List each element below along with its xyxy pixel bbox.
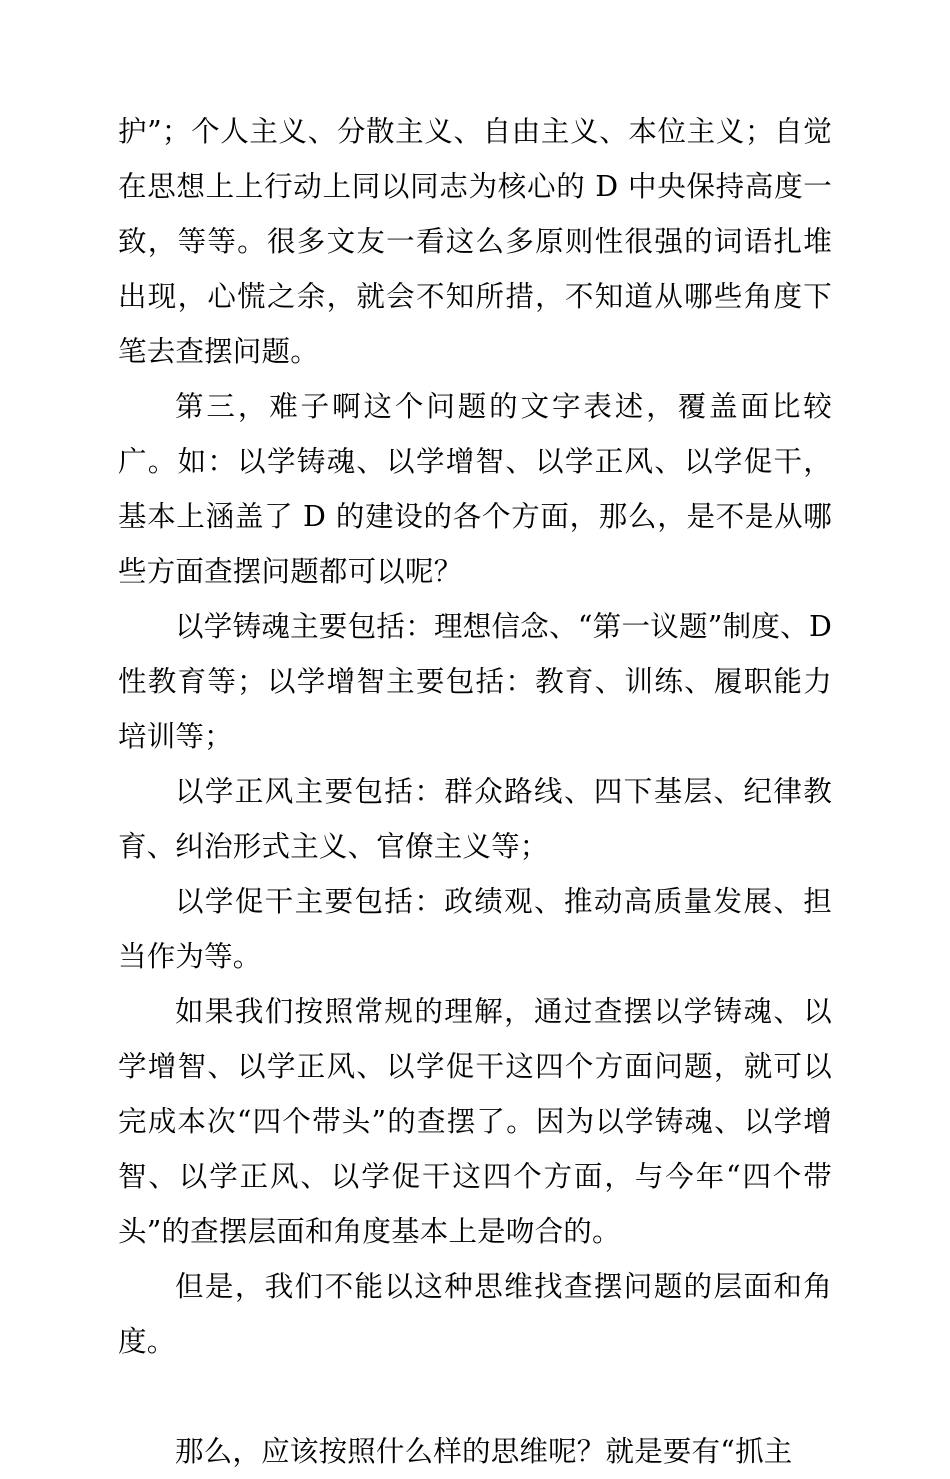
document-body: [118, 104, 832, 1479]
paragraph: 但是，我们不能以这种思维找查摆问题的层面和角度。: [118, 1270, 832, 1358]
paragraph: 以学促干主要包括：政绩观、推动高质量发展、担当作为等。: [118, 885, 832, 973]
paragraph: 以学正风主要包括：群众路线、四下基层、纪律教育、纠治形式主义、官僚主义等；: [118, 775, 832, 863]
paragraph: 护”；个人主义、分散主义、自由主义、本位主义；自觉在思想上上行动上同以同志为核心的 D 中央保持高度一致，等等。很多文友一看这么多原则性很强的词语扎堆出现，心慌之余，就会不知所措，不知道从哪些角度下笔去查摆问题。: [118, 115, 832, 368]
paragraph-spacer: [118, 1369, 832, 1424]
paragraph: 那么，应该按照什么样的思维呢？就是要有“抓主: [175, 1435, 793, 1468]
paragraph: 如果我们按照常规的理解，通过查摆以学铸魂、以学增智、以学正风、以学促干这四个方面问题，就可以完成本次“四个带头”的查摆了。因为以学铸魂、以学增智、以学正风、以学促干这四个方面，与今年“四个带头”的查摆层面和角度基本上是吻合的。: [118, 995, 832, 1248]
paragraph: 以学铸魂主要包括：理想信念、“第一议题”制度、D 性教育等；以学增智主要包括：教育、训练、履职能力培训等；: [118, 610, 832, 753]
paragraph: 第三，难子啊这个问题的文字表述，覆盖面比较广。如：以学铸魂、以学增智、以学正风、以学促干，基本上涵盖了 D 的建设的各个方面，那么，是不是从哪些方面查摆问题都可以呢？: [118, 390, 832, 588]
